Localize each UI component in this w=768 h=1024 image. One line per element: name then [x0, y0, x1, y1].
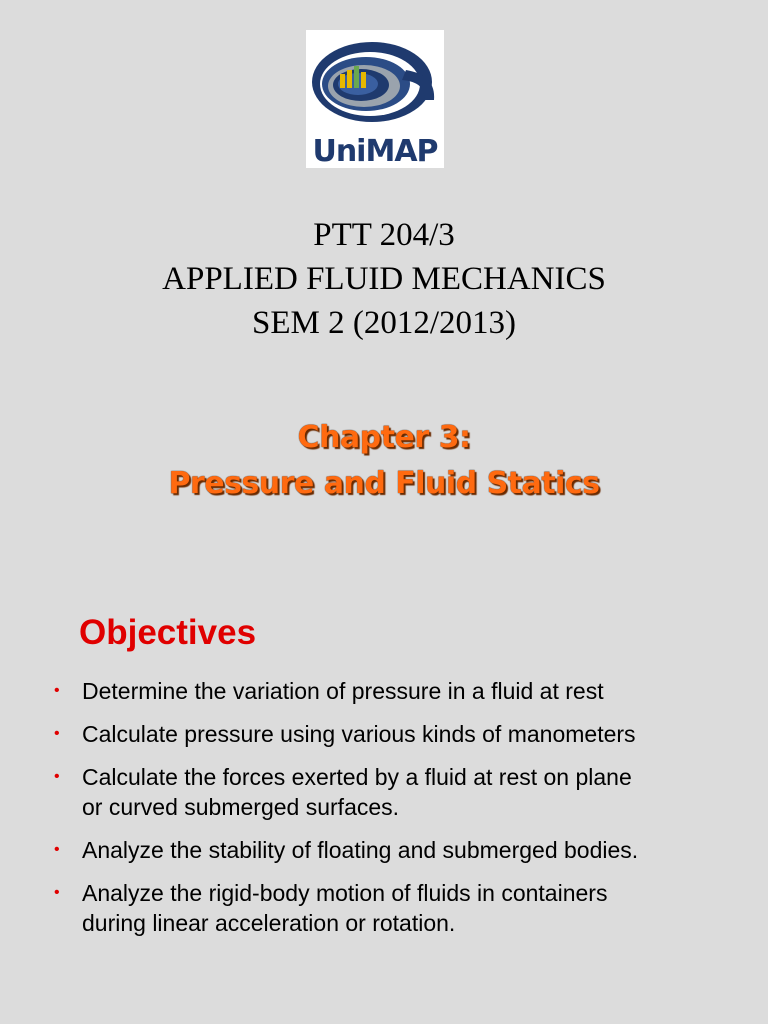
objective-text: Determine the variation of pressure in a fluid at rest	[82, 678, 604, 704]
course-title-block	[0, 213, 768, 345]
objective-text: Calculate the forces exerted by a fluid at rest on plane or curved submerged surfaces.	[82, 764, 632, 820]
course-code: PTT 204/3	[313, 217, 455, 253]
unimap-wordmark: UniMAP	[312, 134, 438, 168]
unimap-logo-icon	[306, 30, 444, 168]
objectives-heading: Objectives	[79, 613, 257, 652]
objective-text: Calculate pressure using various kinds of manometers	[82, 721, 636, 747]
objective-item	[52, 762, 642, 822]
course-name: APPLIED FLUID MECHANICS	[162, 261, 606, 297]
objective-text: Analyze the rigid-body motion of fluids in containers during linear acceleration or rotation.	[82, 880, 608, 936]
chapter-number: Chapter 3:	[297, 420, 471, 455]
bullet-icon: •	[54, 768, 60, 785]
chapter-title: Pressure and Fluid Statics	[168, 466, 600, 501]
bullet-icon: •	[54, 725, 60, 742]
bullet-icon: •	[54, 884, 60, 901]
objective-item	[52, 676, 642, 706]
chapter-title-block	[0, 415, 768, 507]
objective-item	[52, 835, 642, 865]
objective-item	[52, 719, 642, 749]
objectives-list	[52, 676, 642, 951]
objective-item	[52, 878, 642, 938]
course-semester: SEM 2 (2012/2013)	[252, 305, 516, 341]
bullet-icon: •	[54, 841, 60, 858]
bullet-icon: •	[54, 682, 60, 699]
objective-text: Analyze the stability of floating and submerged bodies.	[82, 837, 639, 863]
